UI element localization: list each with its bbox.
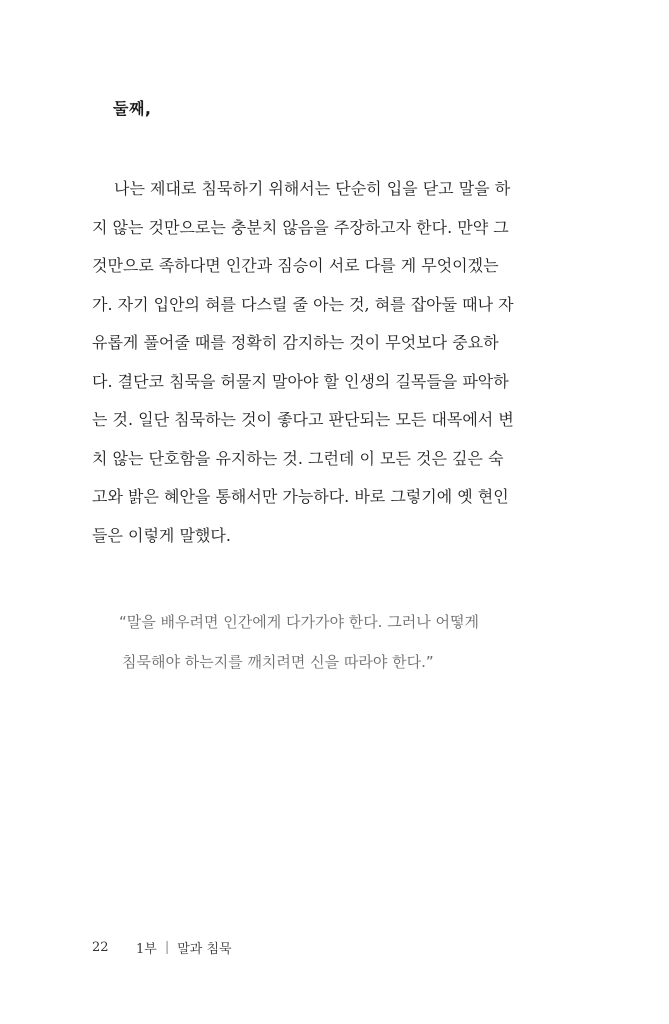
body-line: 유롭게 풀어줄 때를 정확히 감지하는 것이 무엇보다 중요하 [92, 333, 499, 352]
body-line: 나는 제대로 침묵하기 위해서는 단순히 입을 닫고 말을 하 [114, 179, 511, 198]
body-line: 가. 자기 입안의 혀를 다스릴 줄 아는 것, 혀를 잡아둘 때나 자 [92, 294, 514, 314]
body-line: 치 않는 단호함을 유지하는 것. 그런데 이 모든 것은 깊은 숙 [92, 448, 504, 468]
part-label: 1부 [136, 942, 157, 957]
body-line: 들은 이렇게 말했다. [92, 525, 231, 545]
body-line: 것만으로 족하다면 인간과 짐승이 서로 다를 게 무엇이겠는 [92, 256, 499, 275]
block-quote [119, 602, 559, 682]
quote-line: 침묵해야 하는지를 깨치려면 신을 따라야 한다.” [122, 653, 434, 671]
page-number: 22 [92, 940, 109, 955]
quote-line: “말을 배우려면 인간에게 다가가야 한다. 그러나 어떻게 [119, 613, 479, 631]
body-line: 지 않는 것만으로는 충분치 않음을 주장하고자 한다. 만약 그 [92, 217, 509, 237]
body-line: 다. 결단코 침묵을 허물지 말아야 할 인생의 길목들을 파악하 [92, 371, 509, 391]
body-line: 는 것. 일단 침묵하는 것이 좋다고 판단되는 모든 대목에서 변 [92, 410, 514, 429]
footer-separator: | [164, 940, 170, 955]
chapter-title: 말과 침묵 [177, 942, 232, 957]
body-line: 고와 밝은 혜안을 통해서만 가능하다. 바로 그렇기에 옛 현인 [92, 487, 509, 506]
page-footer [92, 938, 232, 957]
body-paragraph [92, 170, 562, 555]
section-heading: 둘째, [113, 99, 152, 118]
